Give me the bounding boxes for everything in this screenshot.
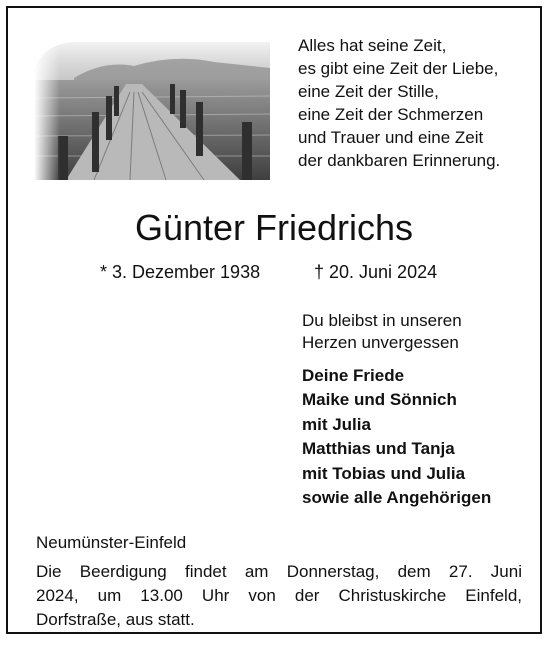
poem-line: eine Zeit der Schmerzen [298, 105, 484, 124]
mourner-line: mit Julia [302, 414, 371, 434]
quote-line: Herzen unvergessen [302, 333, 459, 352]
funeral-line: Dorfstraße, aus statt. [36, 610, 195, 629]
mourner-line: Matthias und Tanja [302, 439, 455, 459]
poem [298, 34, 538, 172]
mourner-line: Deine Friede [302, 366, 405, 385]
poem-line: Alles hat seine Zeit, [298, 36, 447, 55]
remembrance-quote [302, 310, 462, 354]
poem-line: es gibt eine Zeit der Liebe, [298, 59, 499, 78]
funeral-info [36, 560, 522, 632]
poem-line: eine Zeit der Stille, [298, 82, 439, 101]
mourner-line: sowie alle Angehörigen [302, 488, 492, 508]
birth-date: * 3. Dezember 1938 [100, 262, 261, 282]
poem-line: und Trauer und eine Zeit [298, 128, 484, 147]
pier-photo [34, 32, 270, 180]
obituary-notice [6, 6, 542, 634]
deceased-name: Günter Friedrichs [134, 207, 414, 248]
death-date: † 20. Juni 2024 [314, 262, 438, 282]
poem-line: der dankbaren Erinnerung. [298, 151, 501, 170]
funeral-line: Die Beerdigung findet am Donnerstag, dem 27. Juni [36, 562, 522, 581]
place-name: Neumünster-Einfeld [36, 533, 187, 552]
quote-line: Du bleibst in unseren [302, 311, 462, 330]
mourners-list [302, 364, 491, 510]
mourner-line: Maike und Sönnich [302, 390, 457, 410]
mourner-line: mit Tobias und Julia [302, 463, 466, 483]
funeral-line: 2024, um 13.00 Uhr von der Christuskirche Einfeld, [36, 586, 522, 605]
